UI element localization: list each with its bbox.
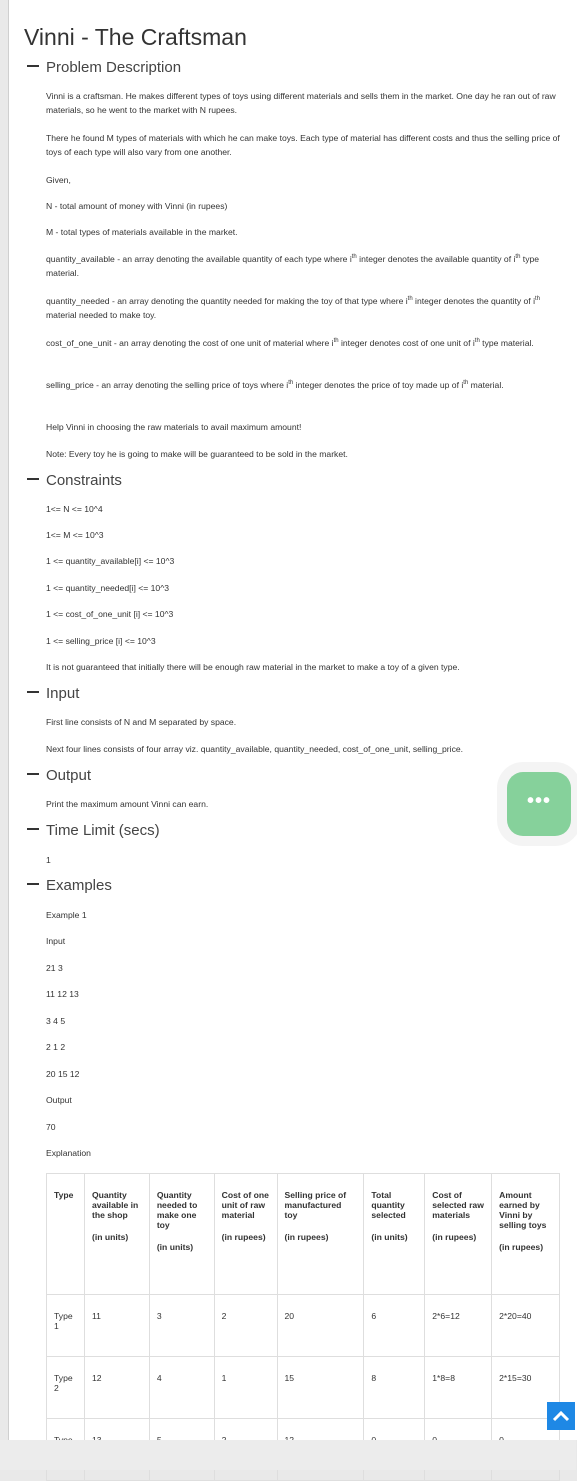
example-output-label: Output	[46, 1095, 72, 1105]
section-constraints[interactable]: Constraints	[27, 472, 122, 494]
section-output[interactable]: Output	[27, 767, 91, 789]
example-input-line: 20 15 12	[46, 1069, 80, 1079]
section-problem-description[interactable]: Problem Description	[27, 59, 181, 81]
table-cell: 11	[84, 1295, 149, 1357]
table-cell: 1*8=8	[425, 1357, 492, 1419]
table-header-row	[47, 1174, 560, 1295]
table-cell: 6	[364, 1295, 425, 1357]
table-header: Selling price of manufactured toy (in rupees)	[277, 1174, 364, 1295]
table-header: Cost of selected raw materials (in rupees)	[425, 1174, 492, 1295]
table-row	[47, 1357, 560, 1419]
table-row	[47, 1295, 560, 1357]
table-header: Cost of one unit of raw material (in rupees)	[214, 1174, 277, 1295]
section-examples[interactable]: Examples	[27, 877, 112, 899]
constraint-item: It is not guaranteed that initially there will be enough raw material in the market to make a toy of a given type.	[46, 662, 460, 672]
example-output-value: 70	[46, 1122, 56, 1132]
problem-quantity-available-def: quantity_available - an array denoting the available quantity of each type where $i^{th}$ integer denotes the available quantity of $i^{th}$ type material.	[46, 254, 540, 278]
table-cell: 2*6=12	[425, 1295, 492, 1357]
chevron-up-icon	[552, 1410, 570, 1422]
constraint-item: 1 <= quantity_available[i] <= 10^3	[46, 556, 175, 566]
problem-help: Help Vinni in choosing the raw materials to avail maximum amount!	[46, 422, 302, 432]
collapse-icon[interactable]	[27, 773, 39, 775]
problem-given: Given,	[46, 175, 71, 185]
table-cell: 8	[364, 1357, 425, 1419]
problem-note: Note: Every toy he is going to make will be guaranteed to be sold in the market.	[46, 449, 348, 459]
example-label: Example 1	[46, 910, 87, 920]
table-header: Total quantity selected (in units)	[364, 1174, 425, 1295]
table-cell: 2	[214, 1295, 277, 1357]
chat-fab-button[interactable]	[507, 772, 571, 836]
problem-quantity-needed-def: quantity_needed - an array denoting the quantity needed for making the toy of that type where $i^{th}$ integer denotes the quantity of $i^{th}$ material needed to make toy.	[46, 296, 540, 320]
table-cell: 3	[149, 1295, 214, 1357]
problem-n-def: N - total amount of money with Vinni (in rupees)	[46, 201, 228, 211]
table-cell: 15	[277, 1357, 364, 1419]
time-limit-value: 1	[46, 855, 51, 865]
table-cell: 1	[214, 1357, 277, 1419]
example-explanation-label: Explanation	[46, 1148, 91, 1158]
table-cell: 20	[277, 1295, 364, 1357]
constraint-item: 1 <= cost_of_one_unit [i] <= 10^3	[46, 609, 174, 619]
constraint-item: 1<= N <= 10^4	[46, 504, 103, 514]
constraint-item: 1<= M <= 10^3	[46, 530, 104, 540]
constraint-item: 1 <= quantity_needed[i] <= 10^3	[46, 583, 170, 593]
collapse-icon[interactable]	[27, 478, 39, 480]
example-input-label: Input	[46, 936, 66, 946]
example-input-line: 11 12 13	[46, 989, 79, 999]
table-cell: Type 1	[47, 1295, 85, 1357]
table-cell: 4	[149, 1357, 214, 1419]
table-cell: 2*20=40	[492, 1295, 560, 1357]
table-cell: 2*15=30	[492, 1357, 560, 1419]
table-header: Quantity available in the shop (in units)	[84, 1174, 149, 1295]
collapse-icon[interactable]	[27, 883, 39, 885]
table-header: Amount earned by Vinni by selling toys (in rupees)	[492, 1174, 560, 1295]
bottom-bar	[0, 1440, 576, 1470]
scroll-to-top-button[interactable]	[547, 1402, 575, 1430]
page-title: Vinni - The Craftsman	[24, 24, 247, 50]
table-header: Type	[47, 1174, 85, 1295]
example-input-line: 3 4 5	[46, 1016, 66, 1026]
table-header: Quantity needed to make one toy (in units)	[149, 1174, 214, 1295]
example-input-line: 2 1 2	[46, 1042, 66, 1052]
collapse-icon[interactable]	[27, 691, 39, 693]
explanation-table	[46, 1173, 560, 1481]
input-line-2: Next four lines consists of four array viz. quantity_available, quantity_needed, cost_of_one_unit, selling_price.	[46, 744, 464, 754]
problem-selling-price-def: selling_price - an array denoting the selling price of toys where $i^{th}$ integer denotes the price of toy made up of $i^{th}$ material.	[46, 380, 504, 390]
collapse-icon[interactable]	[27, 65, 39, 67]
problem-m-def: M - total types of materials available in the market.	[46, 227, 238, 237]
table-cell: 12	[84, 1357, 149, 1419]
problem-cost-def: cost_of_one_unit - an array denoting the cost of one unit of material where $i^{th}$ integer denotes cost of one unit of $i^{th}$ type material.	[46, 338, 534, 348]
example-input-line: 21 3	[46, 963, 63, 973]
collapse-icon[interactable]	[27, 828, 39, 830]
problem-paragraph-2: There he found M types of materials with which he can make toys. Each type of material has different costs and thus the selling price of toys of each type will also vary from one another.	[46, 133, 560, 157]
input-line-1: First line consists of N and M separated by space.	[46, 717, 237, 727]
more-dots-icon: •••	[526, 789, 551, 812]
page	[8, 0, 577, 1440]
table-cell: Type 2	[47, 1357, 85, 1419]
section-time-limit[interactable]: Time Limit (secs)	[27, 822, 160, 844]
problem-paragraph-1: Vinni is a craftsman. He makes different types of toys using different materials and sells them in the market. One day he ran out of raw materials, so he went to the market with N rupees.	[46, 91, 556, 115]
constraint-item: 1 <= selling_price [i] <= 10^3	[46, 636, 156, 646]
section-input[interactable]: Input	[27, 685, 79, 707]
output-line-1: Print the maximum amount Vinni can earn.	[46, 799, 209, 809]
